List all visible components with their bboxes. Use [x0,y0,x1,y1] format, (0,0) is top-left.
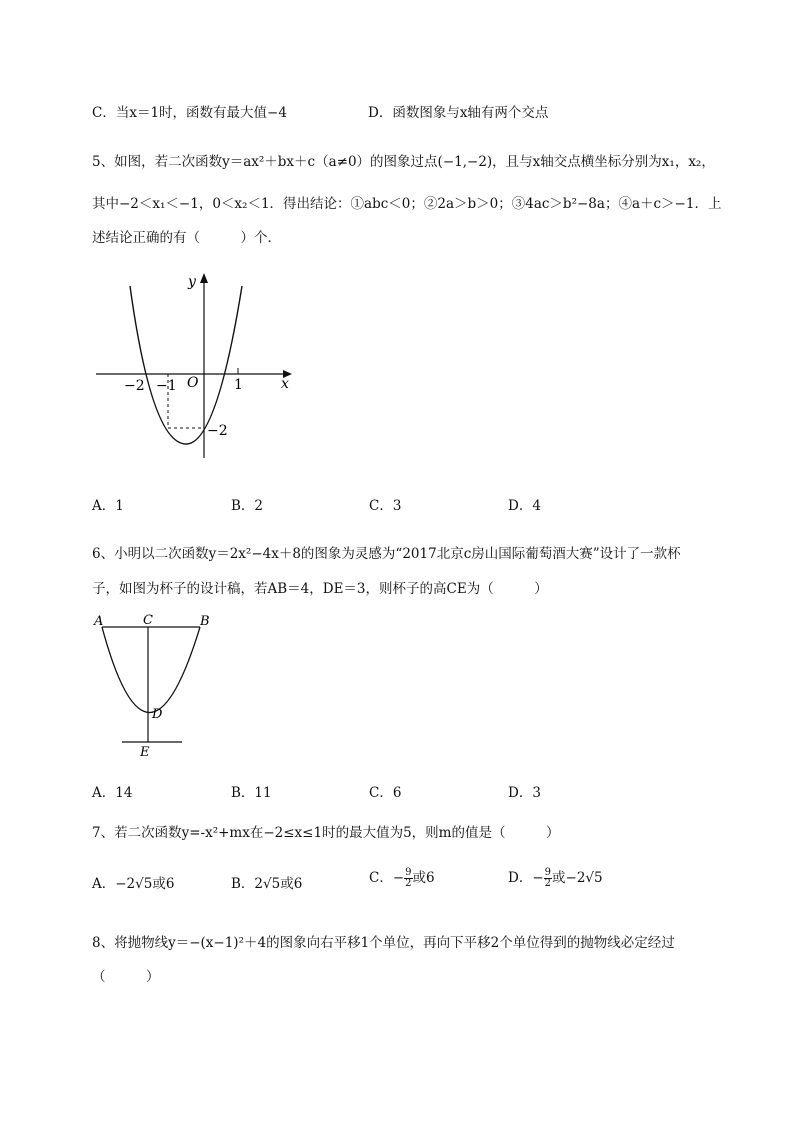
value-label-minus2: −2 [207,423,228,439]
point-d-label: D [152,707,163,722]
q4-option-d: D．函数图象与x轴有两个交点 [368,105,549,121]
q6-cup-figure [90,608,220,763]
tick-label-minus2: −2 [124,378,145,394]
q7-option-c [369,866,435,889]
q5-option-c: C．3 [369,498,402,514]
point-c-label: C [143,613,153,628]
q6-stem-line2: 子，如图为杯子的设计稿，若AB＝4，DE＝3，则杯子的高CE为（ ） [92,581,548,597]
q7-option-c-fraction [404,868,412,889]
point-b-label: B [200,614,210,629]
q5-option-a: A．1 [92,498,124,514]
q7-option-d-fraction [544,868,552,889]
q8-stem-line2: （ ） [92,969,160,985]
x-axis-label: x [281,376,289,392]
q7-stem-line1: 7、若二次函数y=-x²+mx在−2≤x≤1时的最大值为5，则m的值是（ ） [92,825,560,841]
q8-stem-line1: 8、将抛物线y＝−(x−1)²＋4的图象向右平移1个单位，再向下平移2个单位得到的抛物线必定经过 [92,935,675,951]
q6-option-c: C．6 [369,785,402,801]
q7-option-c-suffix: 或6 [412,870,435,886]
q5-parabola-figure [92,268,302,468]
q5-option-b: B．2 [231,498,264,514]
cup-parabola [102,627,200,713]
point-e-label: E [140,745,150,760]
tick-label-minus1: −1 [156,378,177,394]
fraction-denominator: 2 [544,878,552,889]
fraction-numerator: 9 [544,867,552,878]
q7-option-d [508,866,603,889]
fraction-denominator: 2 [405,878,412,889]
y-axis-label: y [188,274,196,290]
q7-option-b: B．2√5或6 [231,876,303,892]
q5-stem-line3: 述结论正确的有（ ）个． [92,230,281,246]
q6-option-d: D．3 [508,785,541,801]
q7-option-c-prefix: C．− [369,870,405,886]
q5-option-d: D．4 [508,498,541,514]
q6-stem-line1: 6、小明以二次函数y＝2x²−4x＋8的图象为灵感为“2017北京c房山国际葡萄酒大赛”设计了一款杯 [92,546,681,562]
q7-option-a: A．−2√5或6 [92,876,175,892]
q5-stem-line1: 5、如图，若二次函数y＝ax²＋bx＋c（a≠0）的图象过点(−1,−2)，且与x轴交点横坐标分别为x₁，x₂， [92,154,715,170]
q6-option-a: A．14 [92,785,133,801]
q6-option-b: B．11 [231,785,272,801]
q5-stem-line2: 其中−2＜x₁＜−1，0＜x₂＜1．得出结论：①abc＜0；②2a＞b＞0；③4ac＞b²−8a；④a＋c＞−1．上 [92,196,722,212]
q4-option-c: C．当x＝1时，函数有最大值−4 [92,105,287,121]
q7-option-d-prefix: D．− [508,870,544,886]
q7-option-d-suffix: 或−2√5 [552,870,603,886]
point-a-label: A [94,614,104,629]
y-axis-arrow [200,273,208,283]
fraction-numerator: 9 [405,867,412,878]
tick-label-1: 1 [234,377,243,393]
parabola-curve [130,286,242,444]
origin-label: O [187,375,199,391]
